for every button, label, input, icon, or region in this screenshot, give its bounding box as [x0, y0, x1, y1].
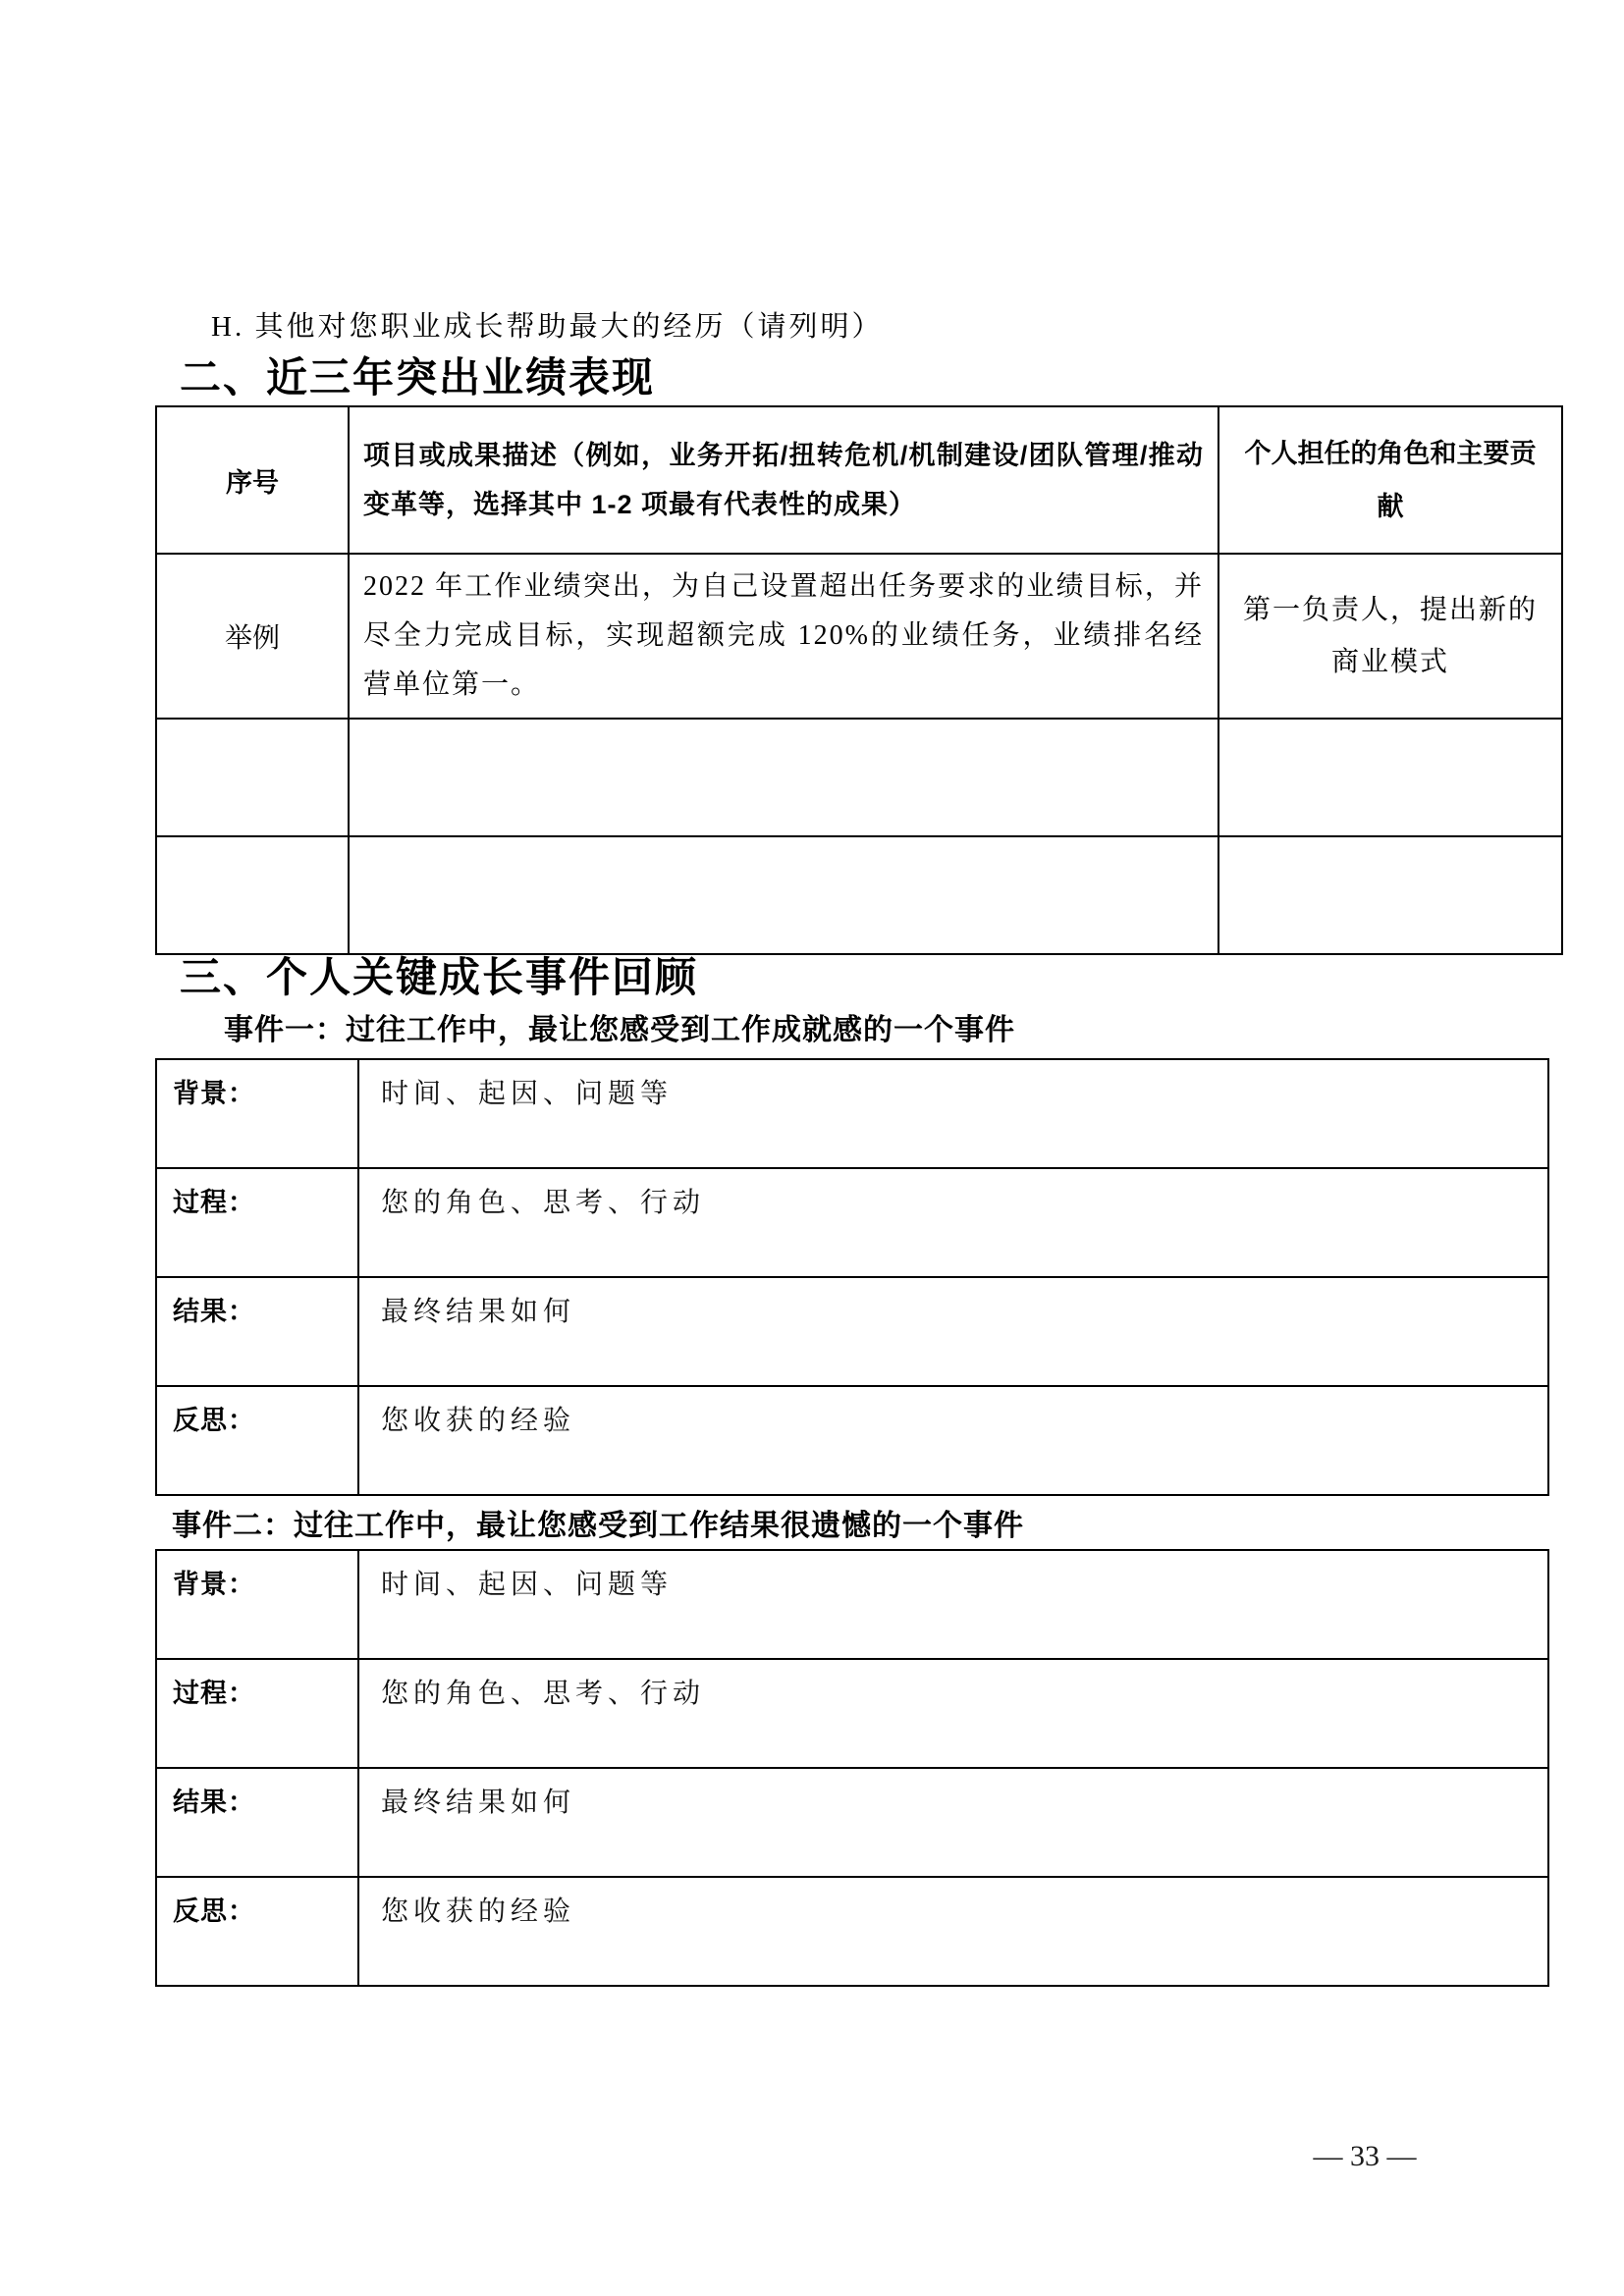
table-row [156, 1386, 1548, 1495]
empty-cell-description [349, 836, 1218, 954]
list-item-h: H. 其他对您职业成长帮助最大的经历（请列明） [211, 311, 884, 343]
row-label-reflection: 反思： [156, 1386, 358, 1495]
example-cell-serial: 举例 [156, 554, 349, 719]
page-number: — 33 — [1313, 2140, 1417, 2172]
empty-cell-serial [156, 836, 349, 954]
row-label-process: 过程： [156, 1168, 358, 1277]
performance-table-header-row [156, 406, 1562, 554]
row-label-result: 结果： [156, 1768, 358, 1877]
table-row [156, 1768, 1548, 1877]
table-row [156, 1550, 1548, 1659]
table-row-empty-2 [156, 836, 1562, 954]
row-hint-result: 最终结果如何 [358, 1768, 1548, 1877]
header-cell-serial: 序号 [156, 406, 349, 554]
row-hint-reflection: 您收获的经验 [358, 1877, 1548, 1986]
row-label-background: 背景： [156, 1550, 358, 1659]
table-row-empty-1 [156, 719, 1562, 836]
row-label-background: 背景： [156, 1059, 358, 1168]
row-hint-process: 您的角色、思考、行动 [358, 1659, 1548, 1768]
example-cell-description: 2022 年工作业绩突出，为自己设置超出任务要求的业绩目标，并尽全力完成目标，实现超额完成 120%的业绩任务，业绩排名经营单位第一。 [349, 554, 1218, 719]
table-row [156, 1277, 1548, 1386]
header-cell-description: 项目或成果描述（例如，业务开拓/扭转危机/机制建设/团队管理/推动变革等，选择其中 1-2 项最有代表性的成果） [349, 406, 1218, 554]
event1-title: 事件一：过往工作中，最让您感受到工作成就感的一个事件 [224, 1014, 1015, 1046]
event2-table [155, 1549, 1549, 1987]
table-row [156, 1659, 1548, 1768]
row-label-reflection: 反思： [156, 1877, 358, 1986]
row-hint-background: 时间、起因、问题等 [358, 1059, 1548, 1168]
empty-cell-role [1218, 719, 1562, 836]
section3-heading: 三、个人关键成长事件回顾 [180, 954, 699, 1000]
table-row [156, 1059, 1548, 1168]
event2-title: 事件二：过往工作中，最让您感受到工作结果很遗憾的一个事件 [172, 1510, 1024, 1542]
row-hint-result: 最终结果如何 [358, 1277, 1548, 1386]
table-row [156, 1168, 1548, 1277]
table-row-example [156, 554, 1562, 719]
empty-cell-description [349, 719, 1218, 836]
row-hint-background: 时间、起因、问题等 [358, 1550, 1548, 1659]
row-hint-process: 您的角色、思考、行动 [358, 1168, 1548, 1277]
performance-table [155, 405, 1563, 955]
row-label-process: 过程： [156, 1659, 358, 1768]
table-row [156, 1877, 1548, 1986]
empty-cell-role [1218, 836, 1562, 954]
empty-cell-serial [156, 719, 349, 836]
section2-heading: 二、近三年突出业绩表现 [180, 354, 656, 400]
row-hint-reflection: 您收获的经验 [358, 1386, 1548, 1495]
event1-table [155, 1058, 1549, 1496]
example-cell-role: 第一负责人，提出新的商业模式 [1218, 554, 1562, 719]
header-cell-role: 个人担任的角色和主要贡献 [1218, 406, 1562, 554]
row-label-result: 结果： [156, 1277, 358, 1386]
